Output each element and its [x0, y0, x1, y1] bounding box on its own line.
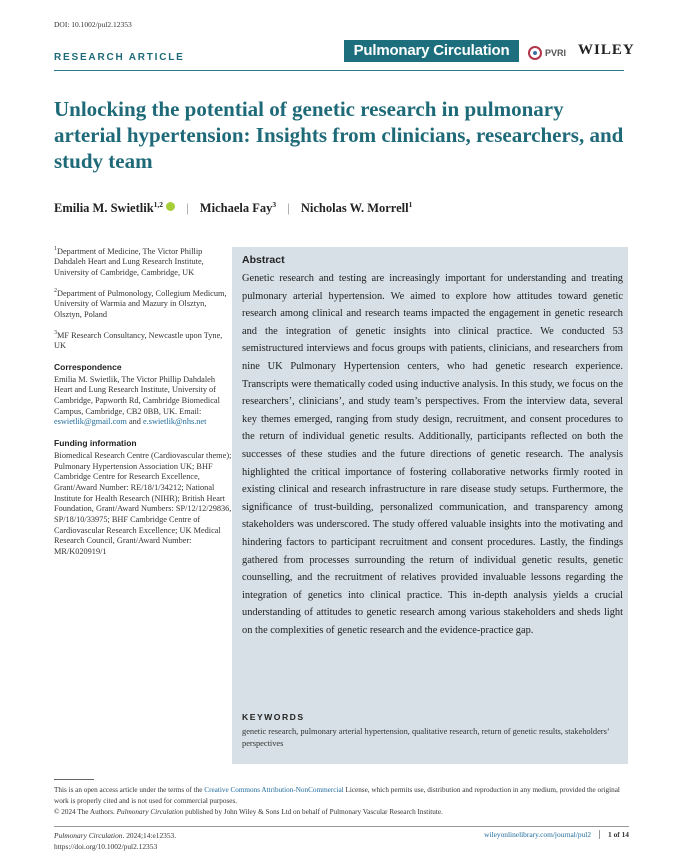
article-type-label: RESEARCH ARTICLE: [54, 52, 185, 63]
author-list: [54, 200, 412, 216]
abstract-body: Genetic research and testing are increasingly important for understanding and treating pulmonary arterial hypertension. We aimed to explore how attitudes toward genetic research among clinical and research teams impacted the engagement in genetic research and the integration of genetic insights into clinical practice. We conducted 53 semistructured interviews and focus groups with patients, clinicians, and researchers from nine UK Pulmonary Hypertension centers, who had genetic research experience. Transcripts were thematically coded using inductive analysis. In this study, we focus on the researchers’, clinicians’, and study team’s perspectives. From the interview data, several key themes emerged, ranging from study design, recruitment, and consent procedures to the return of individual genetic results. Additionally, participants reflected on both the successes of these studies and the future directions of genetic research. The analysis highlighted the critical importance of fostering collaborative networks firmly rooted in existing clinical and research infrastructure in rare disease study setups. Furthermore, the significance of trust-building, personalized communication, and transparency among stakeholders was underscored. The study offered valuable insights into the motivating and hindering factors to participant recruitment and consent procedures. Lastly, the findings gathered from processes surrounding the return of individual genetic results, genetic counselling, and the recruitment of relatives provided invaluable lessons regarding the integration of genetics into clinical practice. This in-depth analysis yields a crucial understanding of attitudes to genetic research among various stakeholders and sheds light on the complexities of genetic research and the evidence-practice gap.: [242, 273, 623, 636]
publisher-logo[interactable]: WILEY: [578, 42, 635, 58]
author-separator: |: [287, 201, 290, 216]
email-link[interactable]: e.swietlik@nhs.net: [143, 417, 207, 427]
correspondence-address: Emilia M. Swietlik, The Victor Phillip Dahdaleh Heart and Lung Research Institute, University of Cambridge, Papworth Rd, Cambridge Biomedical Campus, Cambridge, CB2 0BB, UK.: [54, 374, 220, 416]
footnote-divider: [54, 779, 94, 780]
correspondence-heading: Correspondence: [54, 361, 122, 372]
license-link[interactable]: Creative Commons Attribution-NonCommercial: [204, 786, 344, 794]
doi-label: DOI: 10.1002/pul2.12353: [54, 20, 132, 29]
funding-text: Biomedical Research Centre (Cardiovascular theme); Pulmonary Hypertension Association UK; BHF Cambridge Centre for Research Excellence, Grant/Award Number: RE/18/1/34212; National Institute for Health Research (NIHR); British Heart Foundation, Grant/Award Numbers: SP/12/12/29836, SP/18/10/33975; BHF Cambridge Centre of Cardiovascular Research Excellence; UK Medical Research Council, Grant/Award Number: MR/K020919/1: [54, 450, 232, 557]
author-name[interactable]: Emilia M. Swietlik: [54, 201, 154, 216]
keywords-heading: KEYWORDS: [242, 712, 305, 722]
pvri-logo[interactable]: [528, 44, 566, 62]
keywords-list: genetic research, pulmonary arterial hypertension, qualitative research, return of genetic results, stakeholders’ perspectives: [242, 727, 610, 748]
article-title: Unlocking the potential of genetic research in pulmonary arterial hypertension: Insights from clinicians, researchers, and study team: [54, 97, 624, 173]
affiliation-text: Department of Medicine, The Victor Phillip Dahdaleh Heart and Lung Research Institute, University of Cambridge, Cambridge, UK: [54, 246, 204, 278]
copyright-text: © 2024 The Authors.: [54, 807, 117, 816]
footer-divider: [54, 826, 629, 827]
citation-journal: Pulmonary Circulation: [54, 831, 123, 840]
correspondence-text: [54, 375, 234, 429]
affiliation: [54, 328, 234, 352]
affiliation: [54, 244, 234, 279]
page-number: 1 of 14: [599, 830, 629, 839]
pvri-logo-icon: [528, 46, 542, 60]
author-name[interactable]: Michaela Fay: [199, 201, 273, 216]
article-metadata-column: [54, 244, 234, 565]
email-label: Email:: [179, 406, 202, 416]
license-text: This is an open access article under the terms of the: [54, 786, 205, 794]
journal-url-link[interactable]: wileyonlinelibrary.com/journal/pul2: [484, 830, 592, 839]
header-divider: [54, 70, 624, 71]
author-affiliation-sup: 1: [408, 200, 413, 209]
affiliation-sup: 3: [54, 329, 57, 336]
email-conjunction: and: [128, 417, 141, 427]
journal-logo[interactable]: Pulmonary Circulation: [344, 40, 519, 62]
funding-heading: Funding information: [54, 438, 137, 449]
email-link[interactable]: eswietlik@gmail.com: [54, 417, 127, 427]
copyright-text: published by John Wiley & Sons Ltd on behalf of Pulmonary Vascular Research Institute.: [183, 807, 443, 816]
citation-details: . 2024;14:e12353.: [122, 831, 177, 840]
affiliation-text: MF Research Consultancy, Newcastle upon Tyne, UK: [54, 330, 223, 351]
author-affiliation-sup: 1,2: [153, 200, 164, 209]
author-name[interactable]: Nicholas W. Morrell: [300, 201, 409, 216]
citation-footer: [54, 830, 176, 852]
affiliation: [54, 286, 234, 321]
doi-link[interactable]: https://doi.org/10.1002/pul2.12353: [54, 842, 158, 851]
author-separator: |: [186, 201, 189, 216]
license-text: License, which permits use, distribution and reproduction in any medium, provided the original work is properly cited and is not used for commercial purposes.: [54, 786, 620, 805]
copyright-journal: Pulmonary Circulation: [116, 807, 184, 816]
license-notice: [54, 785, 629, 817]
journal-footer: [484, 830, 629, 839]
pvri-logo-text: PVRI: [545, 48, 567, 58]
orcid-icon[interactable]: [166, 202, 175, 211]
affiliation-text: Department of Pulmonology, Collegium Medicum, University of Warmia and Mazury in Olsztyn, Olsztyn, Poland: [54, 288, 227, 320]
affiliation-sup: 2: [54, 287, 57, 294]
author-affiliation-sup: 3: [272, 200, 277, 209]
affiliation-sup: 1: [54, 246, 57, 252]
abstract-heading: Abstract: [242, 254, 285, 266]
